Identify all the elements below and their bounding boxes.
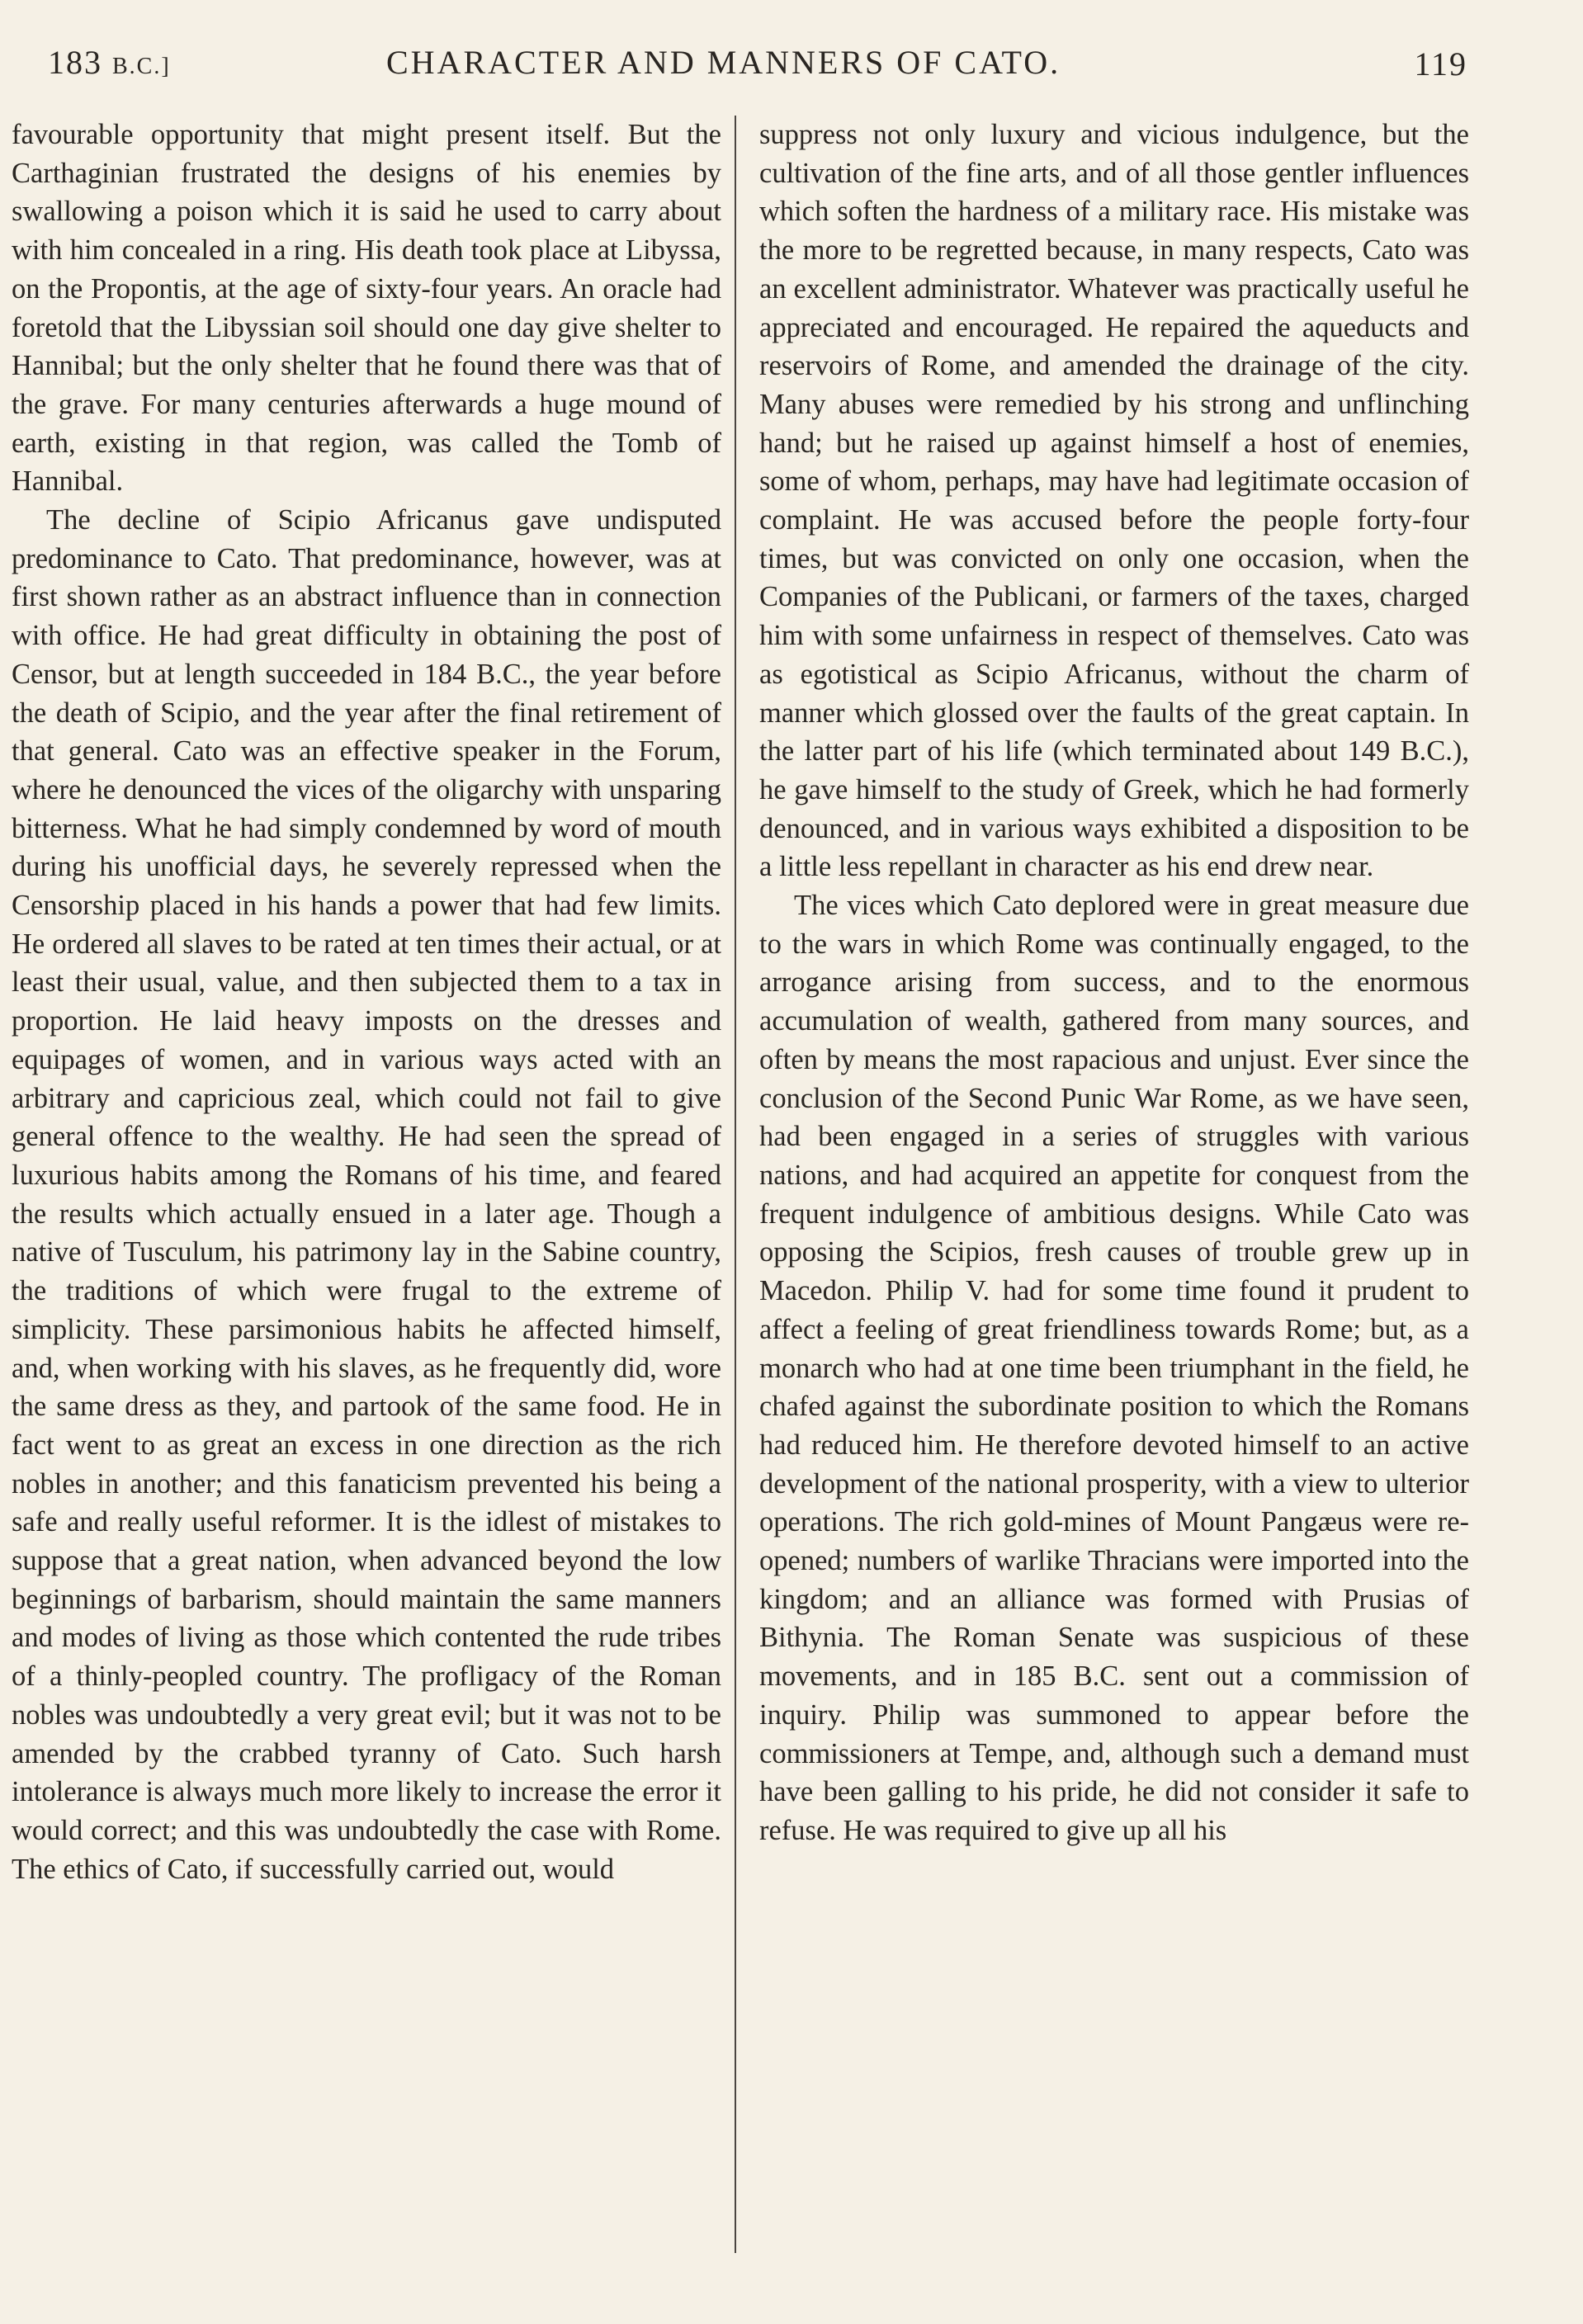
right-column (759, 116, 1469, 1850)
header-date (48, 43, 171, 82)
page-number: 119 (1414, 45, 1467, 83)
page-title: CHARACTER AND MANNERS OF CATO. (386, 44, 1061, 81)
left-column (12, 116, 721, 1888)
paragraph: suppress not only luxury and vicious indulgence, but the cultivation of the fine arts, and of all those gentler influences which soften the hardness of a military race. His mistake was the more to be regretted because, in many respects, Cato was an excellent administrator. Whatever was practically useful he appreciated and encouraged. He repaired the aqueducts and reservoirs of Rome, and amended the drainage of the city. Many abuses were remedied by his strong and unflinching hand; but he raised up against himself a host of enemies, some of whom, perhaps, may have had legitimate occasion of complaint. He was accused before the people forty-four times, but was convicted on only one occasion, when the Companies of the Publicani, or farmers of the taxes, charged him with some unfairness in respect of themselves. Cato was as egotistical as Scipio Africanus, without the charm of manner which glossed over the faults of the great captain. In the latter part of his life (which terminated about 149 B.C.), he gave himself to the study of Greek, which he had formerly denounced, and in various ways exhibited a disposition to be a little less repellant in character as his end drew near. (759, 119, 1469, 883)
header-era: B.C.] (112, 54, 171, 79)
running-head (48, 43, 1467, 92)
paragraph: The decline of Scipio Africanus gave undisputed predominance to Cato. That predominance, however, was at first shown rather as an abstract influence than in connection with office. He had great difficulty in obtaining the post of Censor, but at length succeeded in 184 B.C., the year before the death of Scipio, and the year after the final retirement of that general. Cato was an effective speaker in the Forum, where he denounced the vices of the oligarchy with unsparing bitterness. What he had simply condemned by word of mouth during his unofficial days, he severely repressed when the Censorship placed in his hands a power that had few limits. He ordered all slaves to be rated at ten times their actual, or at least their usual, value, and then subjected them to a tax in proportion. He laid heavy imposts on the dresses and equipages of women, and in various ways acted with an arbitrary and capricious zeal, which could not fail to give general offence to the wealthy. He had seen the spread of luxurious habits among the Romans of his time, and feared the results which actually ensued in a later age. Though a native of Tusculum, his patrimony lay in the Sabine country, the traditions of which were frugal to the extreme of simplicity. These parsimonious habits he affected himself, and, when working with his slaves, as he frequently did, wore the same dress as they, and partook of the same food. He in fact went to as great an excess in one direction as the rich nobles in another; and this fanaticism prevented his being a safe and really useful reformer. It is the idlest of mistakes to suppose that a great nation, when advanced beyond the low beginnings of barbarism, should maintain the same manners and modes of living as those which contented the rude tribes of a thinly-peopled country. The profligacy of the Roman nobles was undoubtedly a very great evil; but it was not to be amended by the crabbed tyranny of Cato. Such harsh intolerance is always much more likely to increase the error it would correct; and this was undoubtedly the case with Rome. The ethics of Cato, if successfully carried out, would (12, 504, 721, 1885)
column-divider (735, 116, 736, 2253)
paragraph: The vices which Cato deplored were in great measure due to the wars in which Rome was continually engaged, to the arrogance arising from success, and to the enormous accumulation of wealth, gathered from many sources, and often by means the most rapacious and unjust. Ever since the conclusion of the Second Punic War Rome, as we have seen, had been engaged in a series of struggles with various nations, and had acquired an appetite for conquest from the frequent indulgence of ambitious designs. While Cato was opposing the Scipios, fresh causes of trouble grew up in Macedon. Philip V. had for some time found it prudent to affect a feeling of great friendliness towards Rome; but, as a monarch who had at one time been triumphant in the field, he chafed against the subordinate position to which the Romans had reduced him. He therefore devoted himself to an active development of the national prosperity, with a view to ulterior operations. The rich gold-mines of Mount Pangæus were re-opened; numbers of warlike Thracians were imported into the kingdom; and an alliance was formed with Prusias of Bithynia. The Roman Senate was suspicious of these movements, and in 185 B.C. sent out a commission of inquiry. Philip was summoned to appear before the commissioners at Tempe, and, although such a demand must have been galling to his pride, he did not consider it safe to refuse. He was required to give up all his (759, 890, 1469, 1846)
paragraph: favourable opportunity that might present itself. But the Carthaginian frustrated the designs of his enemies by swallowing a poison which it is said he used to carry about with him concealed in a ring. His death took place at Libyssa, on the Propontis, at the age of sixty-four years. An oracle had foretold that the Libyssian soil should one day give shelter to Hannibal; but the only shelter that he found there was that of the grave. For many centuries afterwards a huge mound of earth, existing in that region, was called the Tomb of Hannibal. (12, 119, 721, 498)
header-year: 183 (48, 44, 102, 81)
